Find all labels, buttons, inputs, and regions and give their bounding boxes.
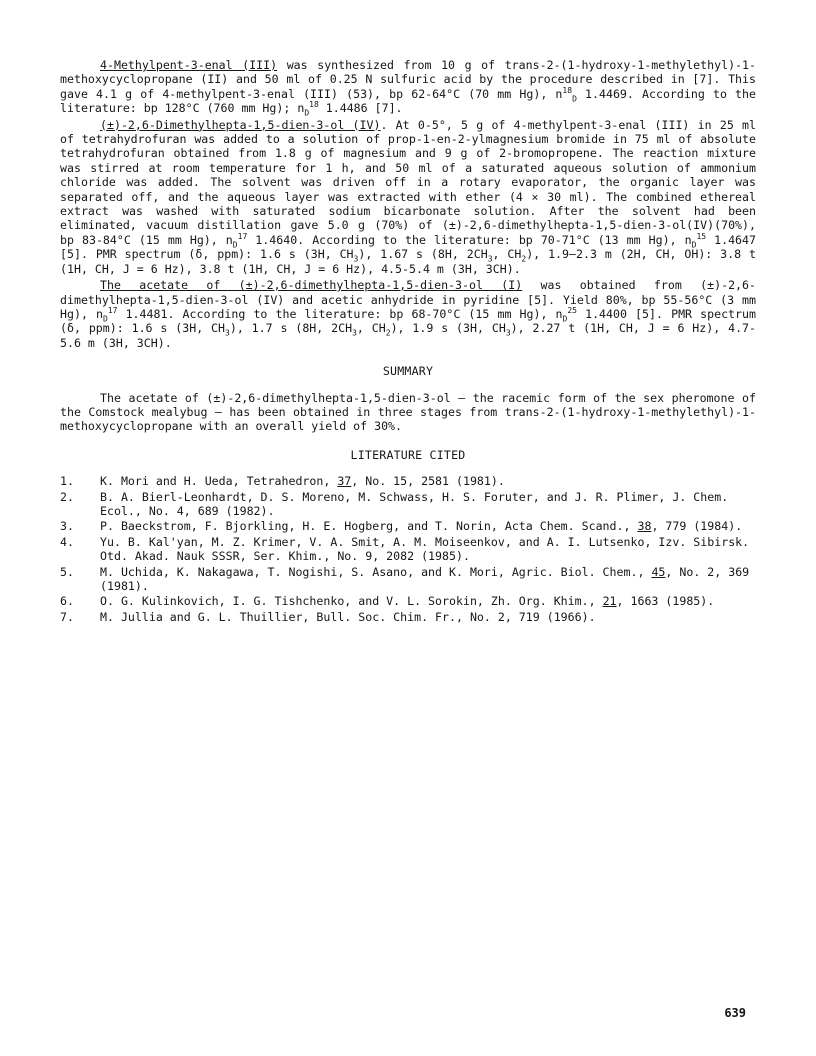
paragraph-methylpentenal: 4-Methylpent-3-enal (III) was synthesized from 10 g of trans-2-(1-hydroxy-1-methylethyl)-1-methoxycyclopropane (II) and 50 ml of 0.25 N sulfuric acid by the procedure described in [7]. This gave 4.1 g of 4-methylpent-3-enal (III) (53), bp 62-64°C (70 mm Hg), $n^{18}_D$ 1.4469. According to the literature: bp 128°C (760 mm Hg); $n_D^{18}$ 1.4486 [7]. bbox=[60, 58, 756, 118]
compound-title-iv: (±)-2,6-Dimethylhepta-1,5-dien-3-ol (IV) bbox=[100, 117, 381, 132]
body-text bbox=[60, 58, 756, 625]
reference-item: 4. Yu. B. Kal'yan, M. Z. Krimer, V. A. Smit, A. M. Moiseenkov, and A. I. Lutsenko, Izv. Sibirsk. Otd. Akad. Nauk SSSR, Ser. Khim., No. 9, 2082 (1985). bbox=[60, 534, 750, 564]
reference-number: 6. bbox=[60, 594, 74, 609]
compound-title-i: The acetate of (±)-2,6-dimethylhepta-1,5-dien-3-ol (I) bbox=[100, 278, 523, 293]
paragraph-dienol: (±)-2,6-Dimethylhepta-1,5-dien-3-ol (IV). At 0-5°, 5 g of 4-methylpent-3-enal (III) in 25 ml of tetrahydrofuran was added to a solution of prop-1-en-2-ylmagnesium bromide in 75 ml of absolute tetrahydrofuran obtained from 1.8 g of magnesium and 9 g of 2-bromopropene. The reaction mixture was stirred at room temperature for 1 h, and 50 ml of a saturated aqueous solution of ammonium chloride was added. The solvent was driven off in a rotary evaporator, the organic layer was separated off, and the aqueous layer was extracted with ether (4 × 30 ml). The combined ethereal extract was washed with saturated sodium bicarbonate solution. After the solvent had been eliminated, vacuum distillation gave 5.0 g (70%) of (±)-2,6-dimethylhepta-1,5-dien-3-ol(IV)(70%), bp 83-84°C (15 mm Hg), $n_D^{17}$ 1.4640. According to the literature: bp 70-71°C (13 mm Hg), $n_D^{15}$ 1.4647 [5]. PMR spectrum (δ, ppm): 1.6 s (3H, $CH_3$), 1.67 s (8H, $2CH_3$, $CH_2$), 1.9–2.3 m (2H, CH, OH): 3.8 t (1H, CH, J = 6 Hz), 3.8 t (1H, CH, J = 6 Hz), 4.5-5.4 m (3H, 3CH). bbox=[60, 117, 757, 276]
paragraph-acetate: The acetate of (±)-2,6-dimethylhepta-1,5-dien-3-ol (I) was obtained from (±)-2,6-dimethylhepta-1,5-dien-3-ol (IV) and acetic anhydride in pyridine [5]. Yield 80%, bp 55-56°C (3 mm Hg), $n_D^{17}$ 1.4481. According to the literature: bp 68-70°C (15 mm Hg), $n_D^{25}$ 1.4400 [5]. PMR spectrum (δ, ppm): 1.6 s (3H, $CH_3$), 1.7 s (8H, $2CH_3$, $CH_2$), 1.9 s (3H, $CH_3$), 2.27 t (1H, CH, J = 6 Hz), 4.7-5.6 m (3H, 3CH). bbox=[60, 278, 757, 350]
compound-title-iii: 4-Methylpent-3-enal (III) bbox=[100, 58, 278, 72]
reference-number: 5. bbox=[60, 564, 74, 579]
reference-item: 5. M. Uchida, K. Nakagawa, T. Nogishi, S. Asano, and K. Mori, Agric. Biol. Chem., 45, No. 2, 369 (1981). bbox=[60, 564, 750, 593]
reference-item: 6. O. G. Kulinkovich, I. G. Tishchenko, and V. L. Sorokin, Zh. Org. Khim., 21, 1663 (1985). bbox=[60, 594, 715, 609]
summary-heading: SUMMARY bbox=[382, 364, 434, 379]
reference-item: 2. B. A. Bierl-Leonhardt, D. S. Moreno, M. Schwass, H. S. Foruter, and J. R. Plimer, J. Chem. Ecol., No. 4, 689 (1982). bbox=[60, 489, 729, 518]
reference-number: 3. bbox=[60, 519, 74, 534]
reference-item: 3. P. Baeckstrom, F. Bjorkling, H. E. Hogberg, and T. Norin, Acta Chem. Scand., 38, 779 (1984). bbox=[60, 519, 743, 534]
reference-number: 7. bbox=[60, 609, 74, 624]
reference-number: 2. bbox=[60, 489, 74, 504]
reference-item: 1. K. Mori and H. Ueda, Tetrahedron, 37, No. 15, 2581 (1981). bbox=[60, 474, 505, 489]
page-number: 639 bbox=[724, 1006, 746, 1020]
reference-number: 4. bbox=[60, 534, 74, 549]
literature-heading: LITERATURE CITED bbox=[350, 447, 466, 462]
reference-item: 7. M. Jullia and G. L. Thuillier, Bull. Soc. Chim. Fr., No. 2, 719 (1966). bbox=[60, 609, 596, 624]
summary-paragraph: The acetate of (±)-2,6-dimethylhepta-1,5-dien-3-ol – the racemic form of the sex pheromone of the Comstock mealybug – has been obtained in three stages from trans-2-(1-hydroxy-1-methylethyl)-1-methoxycyclopropane with an overall yield of 30%. bbox=[60, 390, 756, 434]
reference-number: 1. bbox=[60, 474, 74, 489]
reference-list bbox=[60, 474, 756, 624]
